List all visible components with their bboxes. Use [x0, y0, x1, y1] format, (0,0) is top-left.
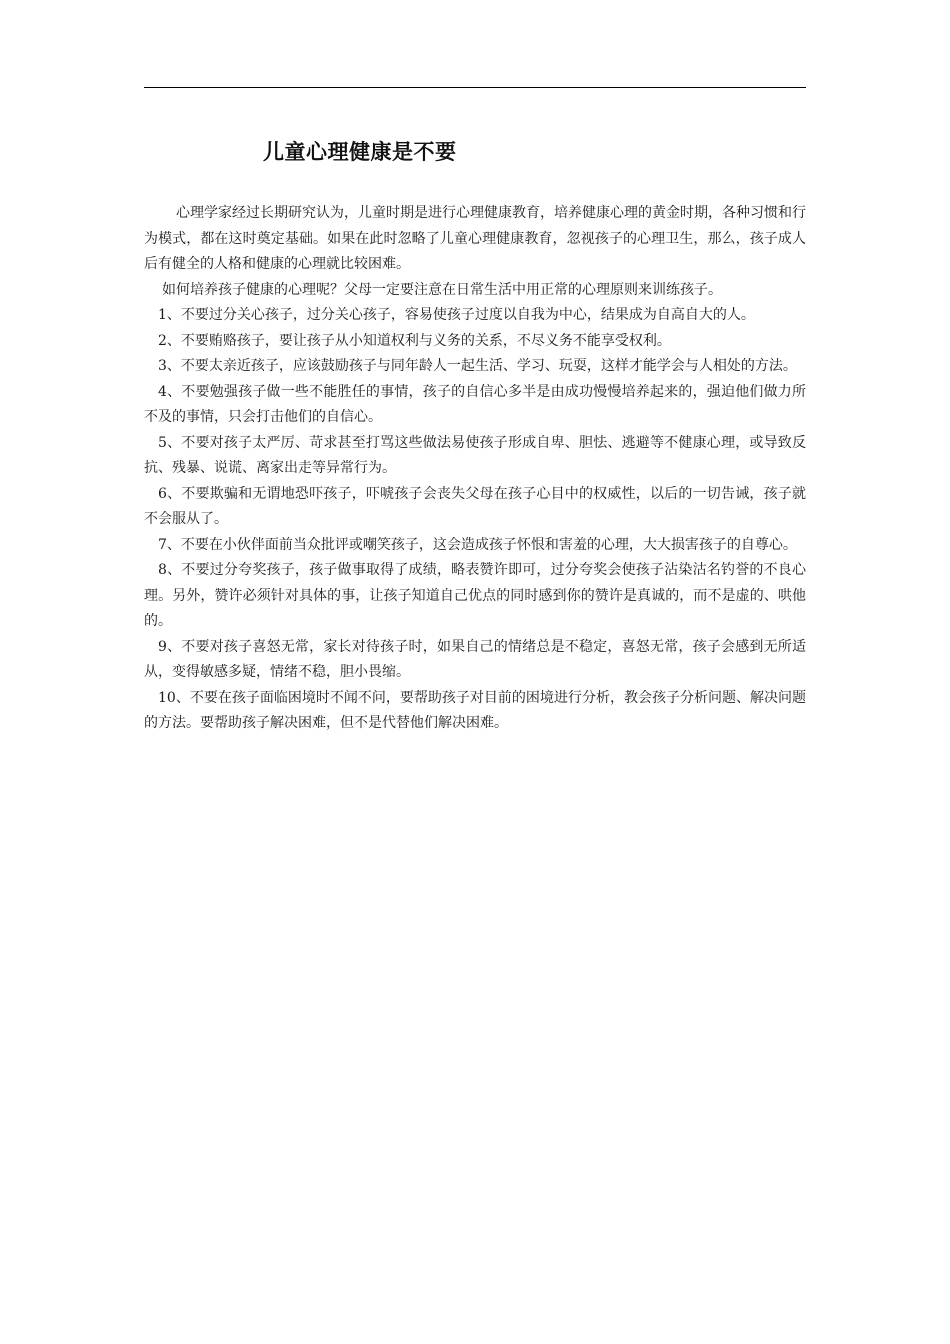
list-item: 7、不要在小伙伴面前当众批评或嘲笑孩子，这会造成孩子怀恨和害羞的心理，大大损害孩子的自尊心。 [158, 536, 797, 553]
list-item: 1、不要过分关心孩子，过分关心孩子，容易使孩子过度以自我为中心，结果成为自高自大的人。 [158, 307, 755, 323]
list-item: 6、不要欺骗和无谓地恐吓孩子，吓唬孩子会丧失父母在孩子心目中的权威性，以后的一切告诫，孩子就不会服从了。 [144, 485, 806, 527]
header-rule [144, 87, 806, 88]
list-item: 2、不要贿赂孩子，要让孩子从小知道权利与义务的关系，不尽义务不能享受权利。 [158, 332, 671, 349]
question-paragraph: 如何培养孩子健康的心理呢？父母一定要注意在日常生活中用正常的心理原则来训练孩子。 [162, 281, 722, 298]
list-item: 10、不要在孩子面临困境时不闻不问，要帮助孩子对目前的困境进行分析，教会孩子分析问题、解决问题的方法。要帮助孩子解决困难，但不是代替他们解决困难。 [144, 689, 806, 731]
document-body [144, 201, 806, 737]
list-item: 9、不要对孩子喜怒无常，家长对待孩子时，如果自己的情绪总是不稳定，喜怒无常，孩子会感到无所适从，变得敏感多疑，情绪不稳，胆小畏缩。 [144, 638, 806, 680]
list-item: 5、不要对孩子太严厉、苛求甚至打骂这些做法易使孩子形成自卑、胆怯、逃避等不健康心理，或导致反抗、残暴、说谎、离家出走等异常行为。 [144, 434, 806, 476]
list-item: 8、不要过分夸奖孩子，孩子做事取得了成绩，略表赞许即可，过分夸奖会使孩子沾染沽名钓誉的不良心理。另外，赞许必须针对具体的事，让孩子知道自己优点的同时感到你的赞许是真诚的，而不是虚的、哄他的。 [144, 562, 806, 629]
intro-paragraph: 心理学家经过长期研究认为，儿童时期是进行心理健康教育，培养健康心理的黄金时期，各种习惯和行为模式，都在这时奠定基础。如果在此时忽略了儿童心理健康教育，忽视孩子的心理卫生，那么，孩子成人后有健全的人格和健康的心理就比较困难。 [144, 205, 806, 272]
list-item: 3、不要太亲近孩子，应该鼓励孩子与同年龄人一起生活、学习、玩耍，这样才能学会与人相处的方法。 [158, 358, 797, 374]
document-title: 儿童心理健康是不要 [263, 140, 457, 164]
list-item: 4、不要勉强孩子做一些不能胜任的事情，孩子的自信心多半是由成功慢慢培养起来的，强迫他们做力所不及的事情，只会打击他们的自信心。 [144, 383, 806, 425]
